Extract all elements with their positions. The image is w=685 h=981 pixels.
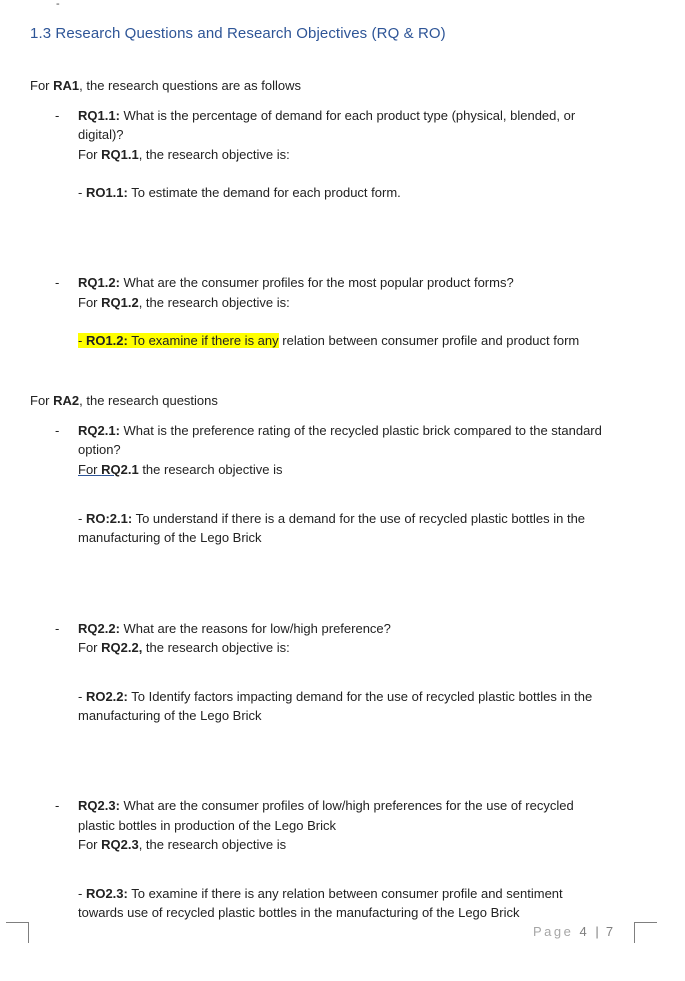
margin-corner-right (634, 922, 657, 943)
ro23-objective: - RO2.3: To examine if there is any relation between consumer profile and sentiment (78, 886, 563, 901)
bullet-rq11: - (55, 108, 60, 123)
ro23-objective-cont: towards use of recycled plastic bottles in the manufacturing of the Lego Brick (78, 905, 520, 920)
highlighted-text: - RO1.2: To examine if there is any (78, 333, 279, 348)
rq11-question: RQ1.1: What is the percentage of demand for each product type (physical, blended, or (78, 108, 576, 123)
rq21-question: RQ2.1: What is the preference rating of the recycled plastic brick compared to the standard (78, 423, 602, 438)
rq21-question-cont: option? (78, 442, 121, 457)
rq23-objective-intro: For RQ2.3, the research objective is (78, 837, 287, 852)
rq23-question-cont: plastic bottles in production of the Lego Brick (78, 818, 336, 833)
bullet-rq23: - (55, 798, 60, 813)
section-heading: 1.3 Research Questions and Research Objectives (RQ & RO) (30, 25, 446, 42)
rq21-objective-intro: For RQ2.1 the research objective is (78, 462, 283, 477)
page-number: Page 4 | 7 (533, 924, 616, 939)
rq12-objective-intro: For RQ1.2, the research objective is: (78, 295, 290, 310)
ro12-objective: - RO1.2: To examine if there is any relation between consumer profile and product form (78, 333, 580, 348)
bullet-rq21: - (55, 423, 60, 438)
top-dash-mark: - (56, 0, 60, 10)
rq11-question-cont: digital)? (78, 127, 124, 142)
rq22-objective-intro: For RQ2.2, the research objective is: (78, 640, 290, 655)
ro22-objective-cont: manufacturing of the Lego Brick (78, 708, 262, 723)
ro21-objective-cont: manufacturing of the Lego Brick (78, 530, 262, 545)
ro11-objective: - RO1.1: To estimate the demand for each product form. (78, 185, 401, 200)
bullet-rq12: - (55, 275, 60, 290)
ra1-intro: For RA1, the research questions are as follows (30, 78, 301, 93)
rq11-objective-intro: For RQ1.1, the research objective is: (78, 147, 290, 162)
rq22-question: RQ2.2: What are the reasons for low/high preference? (78, 621, 391, 636)
rq23-question: RQ2.3: What are the consumer profiles of low/high preferences for the use of recycled (78, 798, 574, 813)
rq12-question: RQ1.2: What are the consumer profiles for the most popular product forms? (78, 275, 514, 290)
ra2-intro: For RA2, the research questions (30, 393, 218, 408)
margin-corner-left (6, 922, 29, 943)
bullet-rq22: - (55, 621, 60, 636)
ro21-objective: - RO:2.1: To understand if there is a demand for the use of recycled plastic bottles in the (78, 511, 586, 526)
ro22-objective: - RO2.2: To Identify factors impacting demand for the use of recycled plastic bottles in the (78, 689, 593, 704)
